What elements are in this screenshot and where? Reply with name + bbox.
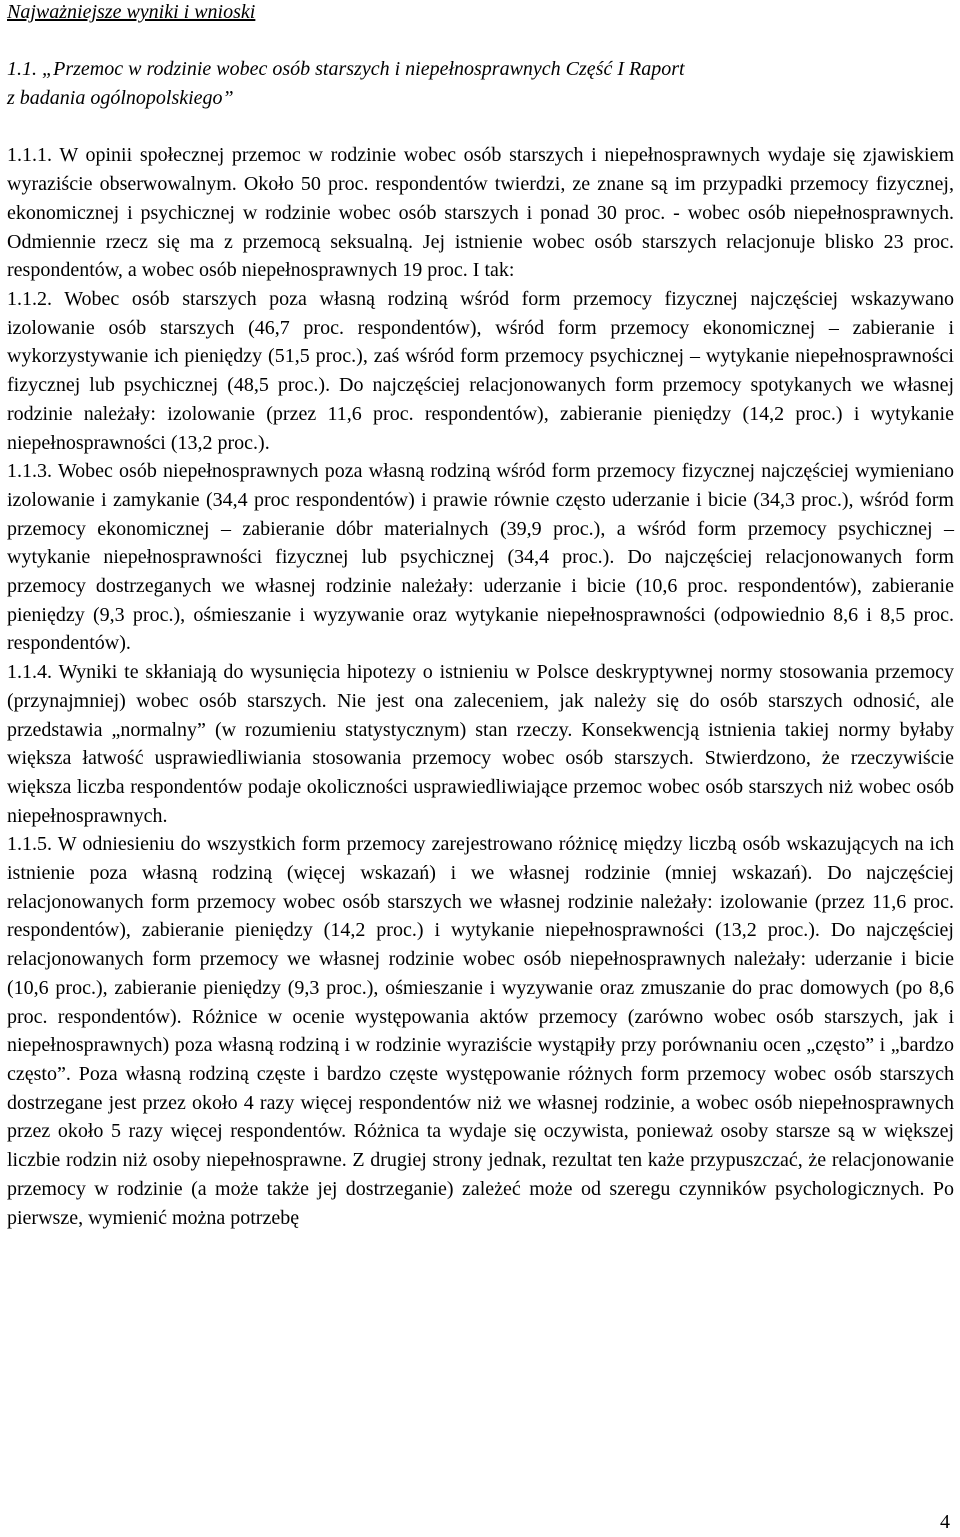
document-heading: Najważniejsze wyniki i wnioski [7, 1, 256, 23]
spacer [7, 27, 954, 56]
paragraph-1-1-5: 1.1.5. W odniesieniu do wszystkich form przemocy zarejestrowano różnicę między liczbą osób wskazujących na ich istnienie poza własną rodziną (więcej wskazań) i we własnej rodzinie (mniej wskazań). Do najczęściej relacjonowanych form przemocy wobec osób starszych we własnej rodzinie należały: izolowanie (przez 11,6 proc. respondentów), zabieranie pieniędzy (14,2 proc.) i wytykanie niepełnosprawności (13,2 proc.). Do najczęściej relacjonowanych form przemocy we własnej rodzinie wobec osób niepełnosprawnych należały: uderzanie i bicie (10,6 proc.), zabieranie pieniędzy (9,3 proc.), ośmieszanie i wyzywanie oraz zmuszanie do prac domowych (po 8,6 proc. respondentów). Różnice w ocenie występowania aktów przemocy (zarówno wobec osób starszych, jak i niepełnosprawnych) poza własną rodziną i w rodzinie wyraziście wystąpiły przy porównaniu ocen „często” i „bardzo często”. Poza własną rodziną częste i bardzo częste występowanie różnych form przemocy wobec osób starszych dostrzegane jest przez około 4 razy więcej respondentów niż we własnej rodzinie, a wobec osób niepełnosprawnych przez około 5 razy więcej respondentów. Różnica ta wydaje się oczywista, ponieważ osoby starsze są w większej liczbie rodzin niż osoby niepełnosprawne. Z drugiej strony jednak, rezultat ten każe przypuszczać, że relacjonowanie przemocy w rodzinie (a może także jej dostrzeganie) zależeć może od szeregu czynników psychologicznych. Po pierwsze, wymienić można potrzebę [7, 833, 954, 1229]
paragraph-1-1-3: 1.1.3. Wobec osób niepełnosprawnych poza własną rodziną wśród form przemocy fizycznej najczęściej wymieniano izolowanie i zamykanie (34,4 proc respondentów) i prawie równie często uderzanie i bicie (34,3 proc.), wśród form przemocy ekonomicznej – zabieranie dóbr materialnych (39,9 proc.), a wśród form przemocy psychicznej – wytykanie niepełnosprawności fizycznej lub psychicznej (34,4 proc.). Do najczęściej relacjonowanych form przemocy dostrzeganych we własnej rodzinie należały: uderzanie i bicie (10,6 proc. respondentów), zabieranie pieniędzy (9,3 proc.), ośmieszanie i wyzywanie oraz wytykanie niepełnosprawności (odpowiednio 8,6 i 8,5 proc. respondentów). [7, 460, 954, 655]
paragraph-1-1-1: 1.1.1. W opinii społecznej przemoc w rodzinie wobec osób starszych i niepełnosprawnych wydaje się zjawiskiem wyraziście obserwowalnym. Około 50 proc. respondentów twierdzi, ze znane są im przypadki przemocy fizycznej, ekonomicznej i psychicznej w rodzinie wobec osób starszych i ponad 30 proc. - wobec osób niepełnosprawnych. Odmiennie rzecz się ma z przemocą seksualną. Jej istnienie wobec osób starszych relacjonuje blisko 23 proc. respondentów, a wobec osób niepełnosprawnych 19 proc. I tak: [7, 144, 954, 282]
paragraph-1-1-4: 1.1.4. Wyniki te skłaniają do wysunięcia hipotezy o istnieniu w Polsce deskryptywnej normy stosowania przemocy (przynajmniej) wobec osób starszych. Nie jest ona zaleceniem, jak należy się do osób starszych odnosić, ale przedstawia „normalny” (w rozumieniu statystycznym) stan rzeczy. Konsekwencją istnienia takiej normy byłaby większa łatwość usprawiedliwiania stosowania przemocy wobec osób starszych. Stwierdzono, że rzeczywiście większa liczba respondentów podaje okoliczności usprawiedliwiające przemoc wobec osób starszych niż wobec osób niepełnosprawnych. [7, 661, 954, 827]
document-body [7, 0, 954, 1232]
spacer [7, 113, 954, 142]
page-number: 4 [940, 1511, 950, 1533]
section-title-line-2: z badania ogólnopolskiego” [7, 87, 234, 110]
paragraph-1-1-2: 1.1.2. Wobec osób starszych poza własną rodziną wśród form przemocy fizycznej najczęściej wskazywano izolowanie osób starszych (46,7 proc. respondentów), wśród form przemocy ekonomicznej – zabieranie i wykorzystywanie ich pieniędzy (51,5 proc.), zaś wśród form przemocy psychicznej – wytykanie niepełnosprawności fizycznej lub psychicznej (48,5 proc.). Do najczęściej relacjonowanych form przemocy spotykanych we własnej rodzinie należały: izolowanie (przez 11,6 proc. respondentów), zabieranie pieniędzy (14,2 proc.) i wytykanie niepełnosprawności (13,2 proc.). [7, 288, 954, 454]
section-title-line-1: 1.1. „Przemoc w rodzinie wobec osób starszych i niepełnosprawnych Część I Raport [7, 58, 685, 81]
